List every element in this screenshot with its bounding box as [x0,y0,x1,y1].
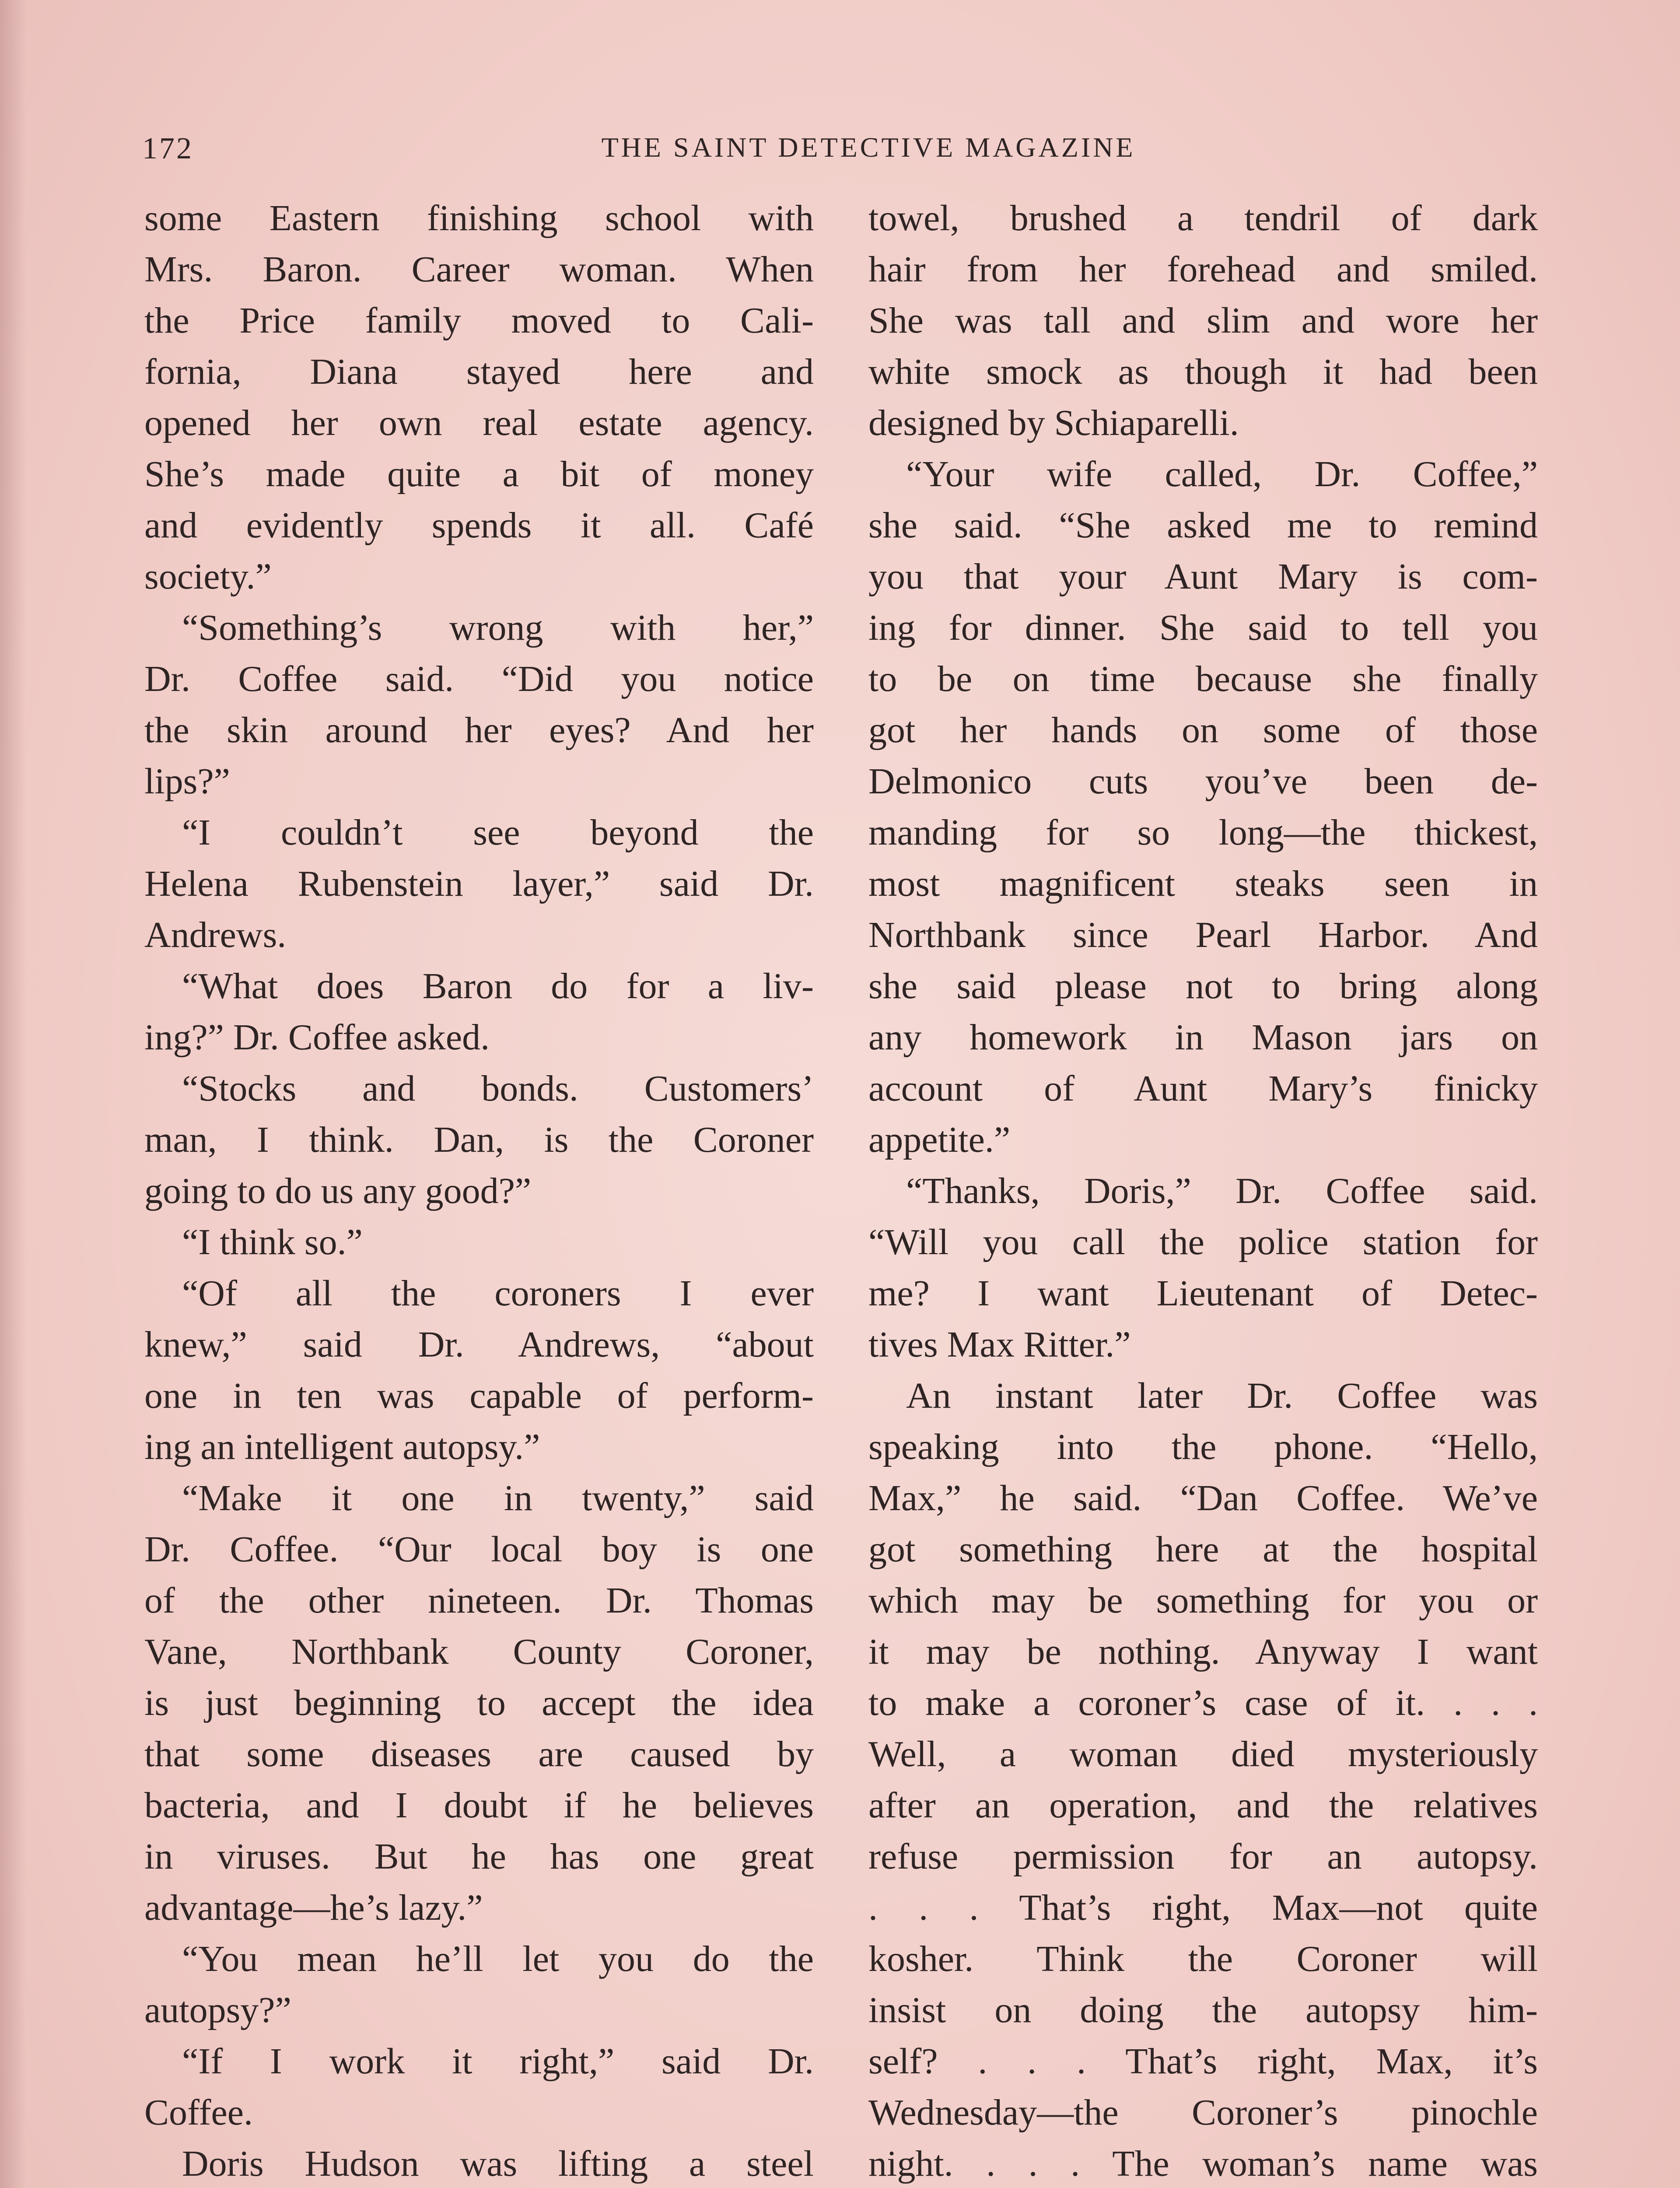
text-line: any homework in Mason jars on [868,1017,1538,1058]
text-line: hair from her forehead and smiled. [868,249,1538,290]
text-line: tives Max Ritter.” [868,1324,1131,1365]
text-line: Dr. Coffee said. “Did you notice [144,659,814,699]
text-line: “I couldn’t see beyond the [182,812,814,853]
text-line: in viruses. But he has one great [144,1836,814,1877]
text-line: Andrews. [144,915,287,955]
text-line: lips?” [144,761,230,802]
text-line: “You mean he’ll let you do the [182,1939,814,1979]
text-line: of the other nineteen. Dr. Thomas [144,1580,814,1621]
page-edge-shadow [0,0,26,2188]
text-line: opened her own real estate agency. [144,403,814,443]
text-line: “Your wife called, Dr. Coffee,” [906,454,1538,494]
text-line: autopsy?” [144,1990,291,2030]
text-line: you that your Aunt Mary is com- [868,556,1538,597]
left-text-column [144,193,814,2188]
text-line: me? I want Lieutenant of Detec- [868,1273,1538,1314]
text-line: to make a coroner’s case of it. . . . [868,1683,1538,1723]
right-text-column [868,193,1538,2188]
text-line: “Stocks and bonds. Customers’ [182,1068,814,1109]
text-line: to be on time because she finally [868,659,1538,699]
text-line: kosher. Think the Coroner will [868,1939,1538,1979]
text-line: is just beginning to accept the idea [144,1683,814,1723]
text-line: Vane, Northbank County Coroner, [144,1631,814,1672]
text-line: knew,” said Dr. Andrews, “about [144,1324,814,1365]
text-line: “Thanks, Doris,” Dr. Coffee said. [906,1171,1538,1211]
text-line: the Price family moved to Cali- [144,300,814,341]
text-line: ing an intelligent autopsy.” [144,1427,540,1467]
text-line: An instant later Dr. Coffee was [906,1375,1538,1416]
text-line: Mrs. Baron. Career woman. When [144,249,814,290]
text-line: Helena Rubenstein layer,” said Dr. [144,863,814,904]
text-line: most magnificent steaks seen in [868,863,1538,904]
text-line: advantage—he’s lazy.” [144,1887,483,1928]
text-line: “Of all the coroners I ever [182,1273,814,1314]
text-line: society.” [144,556,272,597]
text-line: and evidently spends it all. Café [144,505,814,546]
text-line: she said. “She asked me to remind [868,505,1538,546]
text-line: speaking into the phone. “Hello, [868,1427,1538,1467]
text-line: Well, a woman died mysteriously [868,1734,1538,1774]
text-line: appetite.” [868,1119,1011,1160]
text-line: account of Aunt Mary’s finicky [868,1068,1538,1109]
text-line: Max,” he said. “Dan Coffee. We’ve [868,1478,1538,1518]
text-line: it may be nothing. Anyway I want [868,1631,1538,1672]
text-line: “Will you call the police station for [868,1222,1538,1262]
text-line: Delmonico cuts you’ve been de- [868,761,1538,802]
text-line: night. . . . The woman’s name was [868,2143,1538,2184]
text-line: got her hands on some of those [868,710,1538,750]
text-line: fornia, Diana stayed here and [144,351,814,392]
page-header [142,131,1595,179]
text-line: Dr. Coffee. “Our local boy is one [144,1529,814,1570]
text-line: “Make it one in twenty,” said [182,1478,814,1518]
text-line: Northbank since Pearl Harbor. And [868,915,1538,955]
text-line: after an operation, and the relatives [868,1785,1538,1826]
text-line: She’s made quite a bit of money [144,454,814,494]
text-line: got something here at the hospital [868,1529,1538,1570]
text-line: self? . . . That’s right, Max, it’s [868,2041,1538,2082]
page-number: 172 [142,132,193,165]
text-line: “I think so.” [182,1222,363,1262]
text-line: man, I think. Dan, is the Coroner [144,1119,814,1160]
running-title: THE SAINT DETECTIVE MAGAZINE [601,132,1136,163]
text-line: that some diseases are caused by [144,1734,814,1774]
text-line: which may be something for you or [868,1580,1538,1621]
text-line: “Something’s wrong with her,” [182,607,814,648]
text-line: ing for dinner. She said to tell you [868,607,1538,648]
text-line: going to do us any good?” [144,1171,532,1211]
text-line: ing?” Dr. Coffee asked. [144,1017,490,1058]
text-line: she said please not to bring along [868,966,1538,1006]
text-line: manding for so long—the thickest, [868,812,1538,853]
text-line: She was tall and slim and wore her [868,300,1538,341]
text-line: some Eastern finishing school with [144,198,814,238]
text-line: . . . That’s right, Max—not quite [868,1887,1538,1928]
text-line: Wednesday—the Coroner’s pinochle [868,2092,1538,2133]
text-line: Doris Hudson was lifting a steel [182,2143,814,2184]
text-line: towel, brushed a tendril of dark [868,198,1538,238]
text-line: Coffee. [144,2092,253,2133]
text-line: insist on doing the autopsy him- [868,1990,1538,2030]
text-line: bacteria, and I doubt if he believes [144,1785,814,1826]
text-line: “What does Baron do for a liv- [182,966,814,1006]
text-line: one in ten was capable of perform- [144,1375,814,1416]
text-line: the skin around her eyes? And her [144,710,814,750]
text-line: “If I work it right,” said Dr. [182,2041,814,2082]
text-line: designed by Schiaparelli. [868,403,1239,443]
text-line: white smock as though it had been [868,351,1538,392]
text-line: refuse permission for an autopsy. [868,1836,1538,1877]
